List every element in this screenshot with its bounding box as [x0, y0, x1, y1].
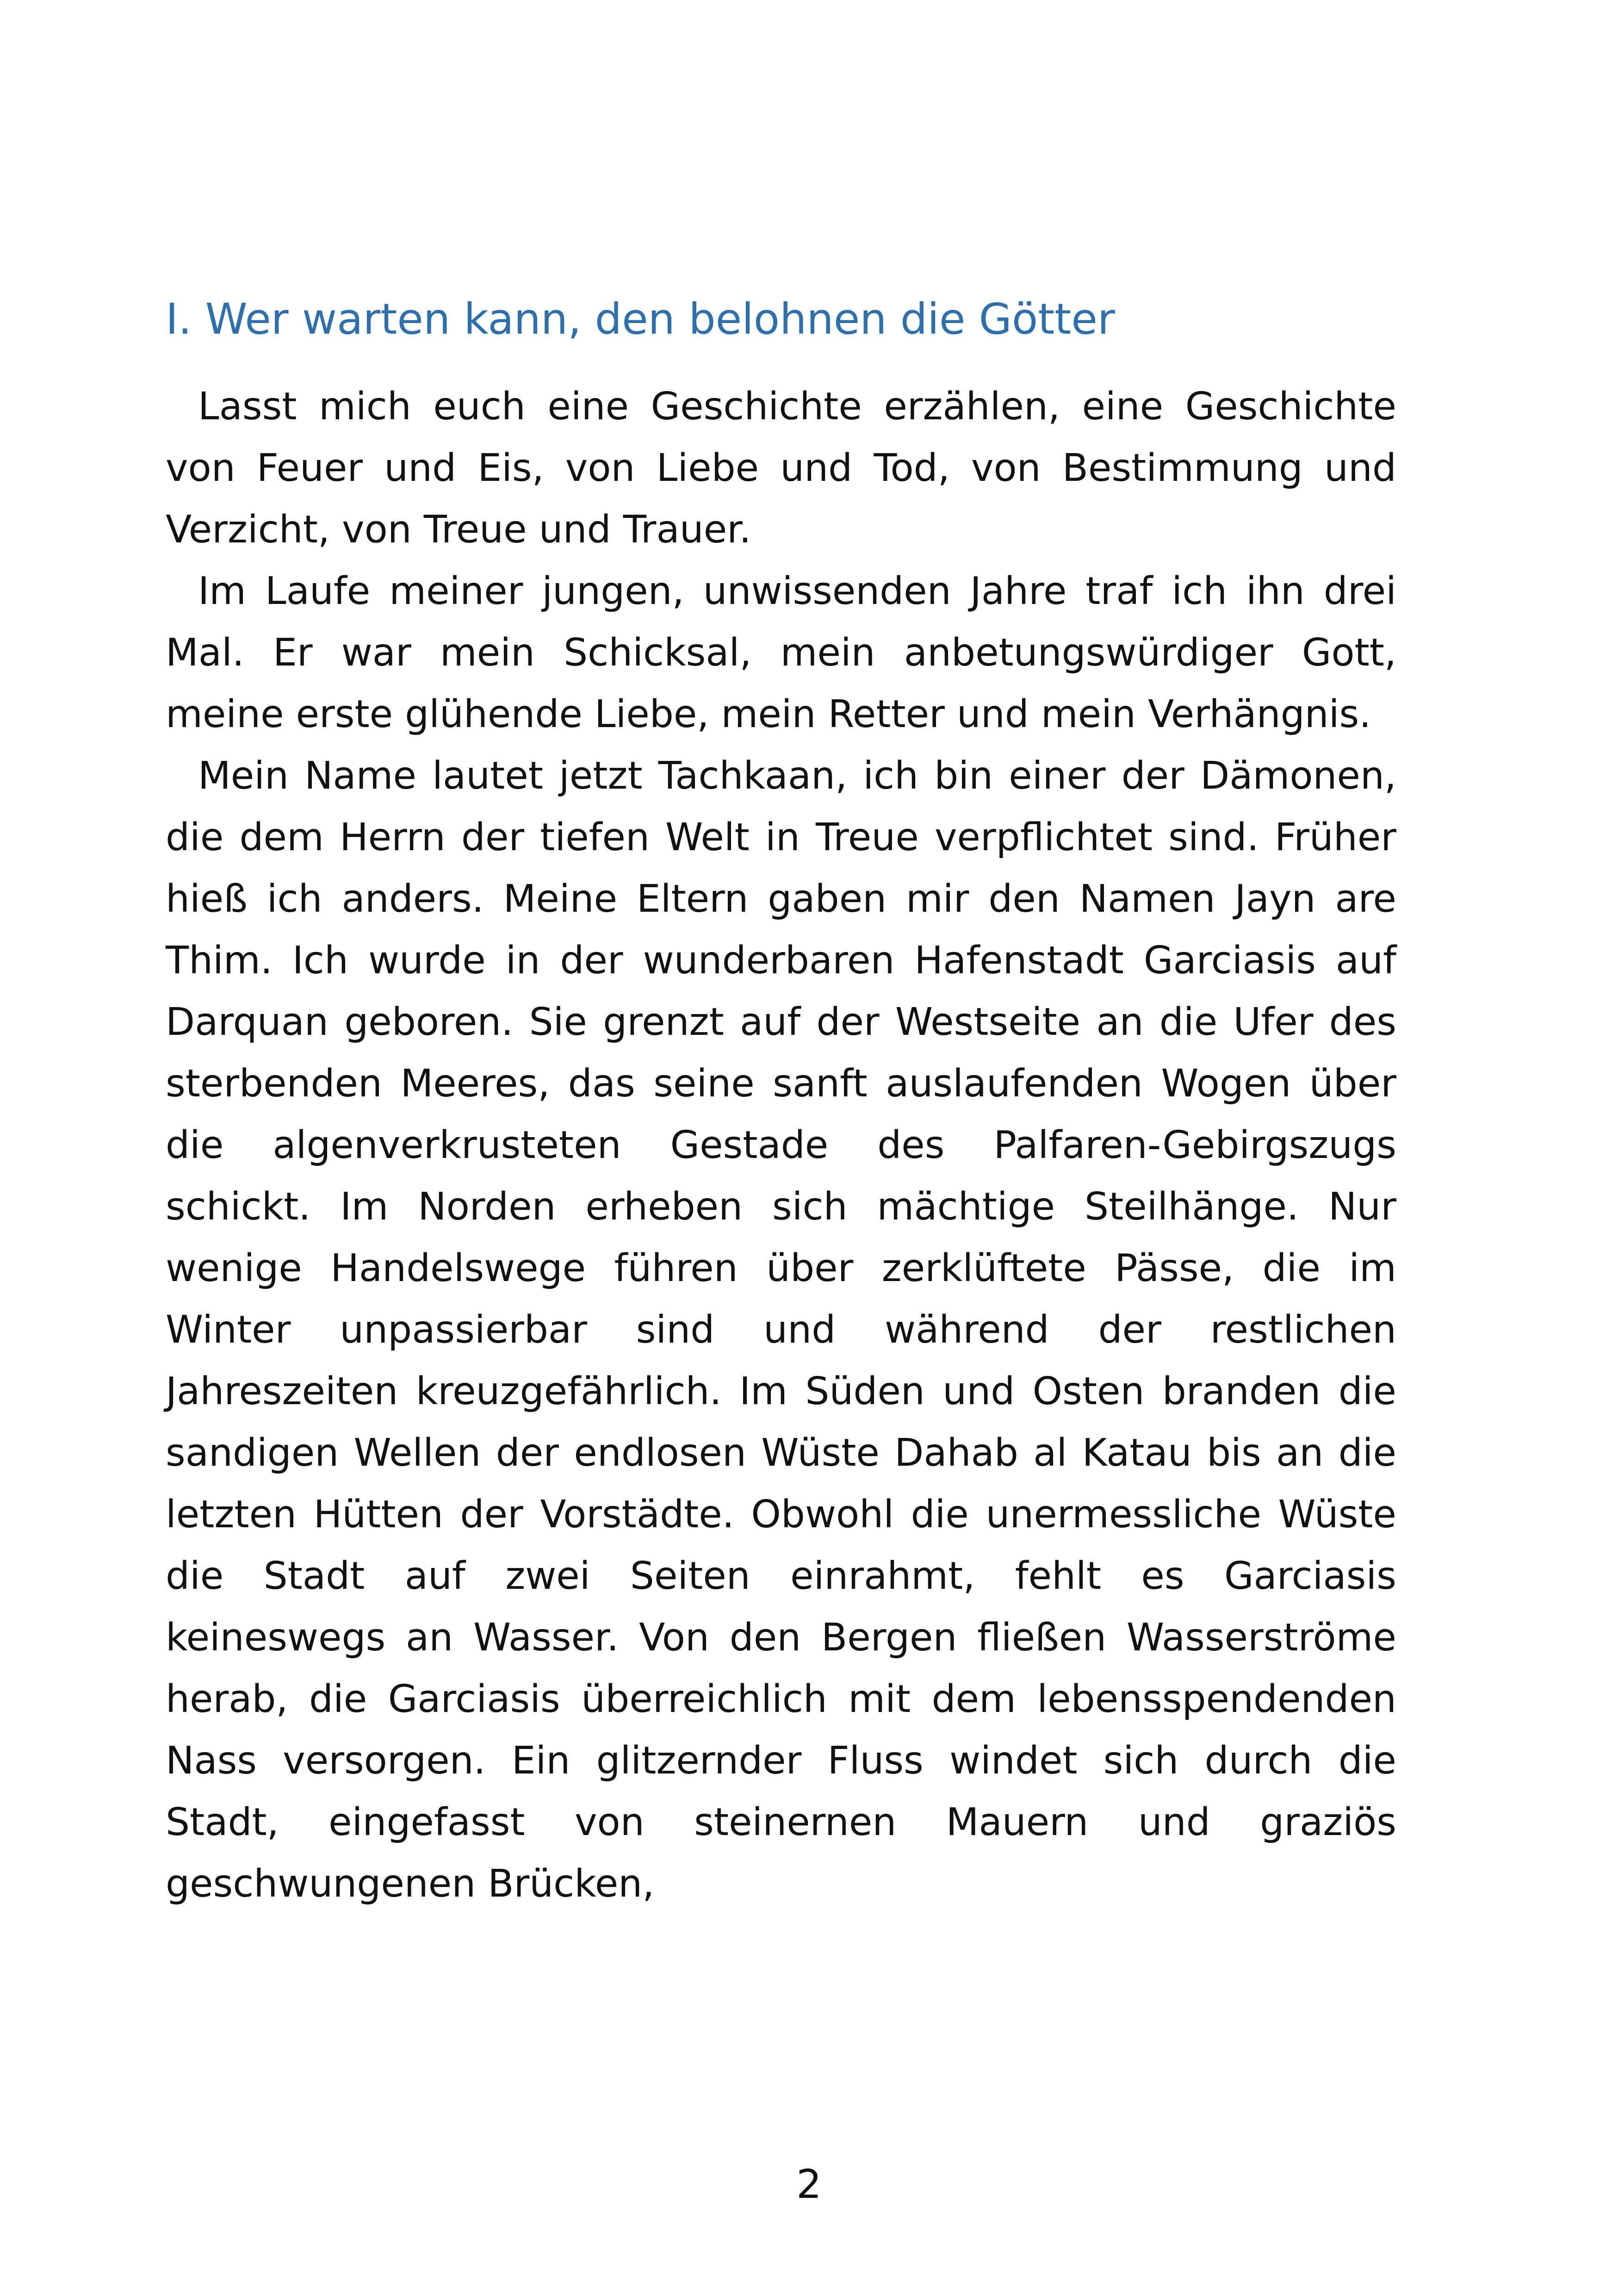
paragraph-encounters: Im Laufe meiner jungen, unwissenden Jahre traf ich ihn drei Mal. Er war mein Schicksal, mein anbetungswürdiger Gott, meine erste glühende Liebe, mein Retter und mein Verhängnis. — [166, 569, 1396, 736]
paragraph-garciasis: Mein Name lautet jetzt Tachkaan, ich bin einer der Dämonen, die dem Herrn der tiefen Welt in Treue verpflichtet sind. Früher hieß ich anders. Meine Eltern gaben mir den Namen Jayn are Thim. Ich wurde in der wunderbaren Hafenstadt Garciasis auf Darquan geboren. Sie grenzt auf der Westseite an die Ufer des sterbenden Meeres, das seine sanft auslaufenden Wogen über die algenverkrusteten Gestade des Palfaren-Gebirgszugs schickt. Im Norden erheben sich mächtige Steilhänge. Nur wenige Handelswege führen über zerklüftete Pässe, die im Winter unpassierbar sind und während der restlichen Jahreszeiten kreuzgefährlich. Im Süden und Osten branden die sandigen Wellen der endlosen Wüste Dahab al Katau bis an die letzten Hütten der Vorstädte. Obwohl die unermessliche Wüste die Stadt auf zwei Seiten einrahmt, fehlt es Garciasis keineswegs an Wasser. Von den Bergen fließen Wasserströme herab, die Garciasis überreichlich mit dem lebensspendenden Nass versorgen. Ein glitzernder Fluss windet sich durch die Stadt, eingefasst von steinernen Mauern und graziös geschwungenen Brücken, — [166, 754, 1396, 1906]
page-number: 2 — [796, 2161, 822, 2208]
body-text — [166, 376, 1396, 1915]
paragraph-intro: Lasst mich euch eine Geschichte erzählen, eine Geschichte von Feuer und Eis, von Liebe und Tod, von Bestimmung und Verzicht, von Treue und Trauer. — [166, 385, 1396, 552]
chapter-title: I. Wer warten kann, den belohnen die Götter — [166, 294, 1115, 344]
